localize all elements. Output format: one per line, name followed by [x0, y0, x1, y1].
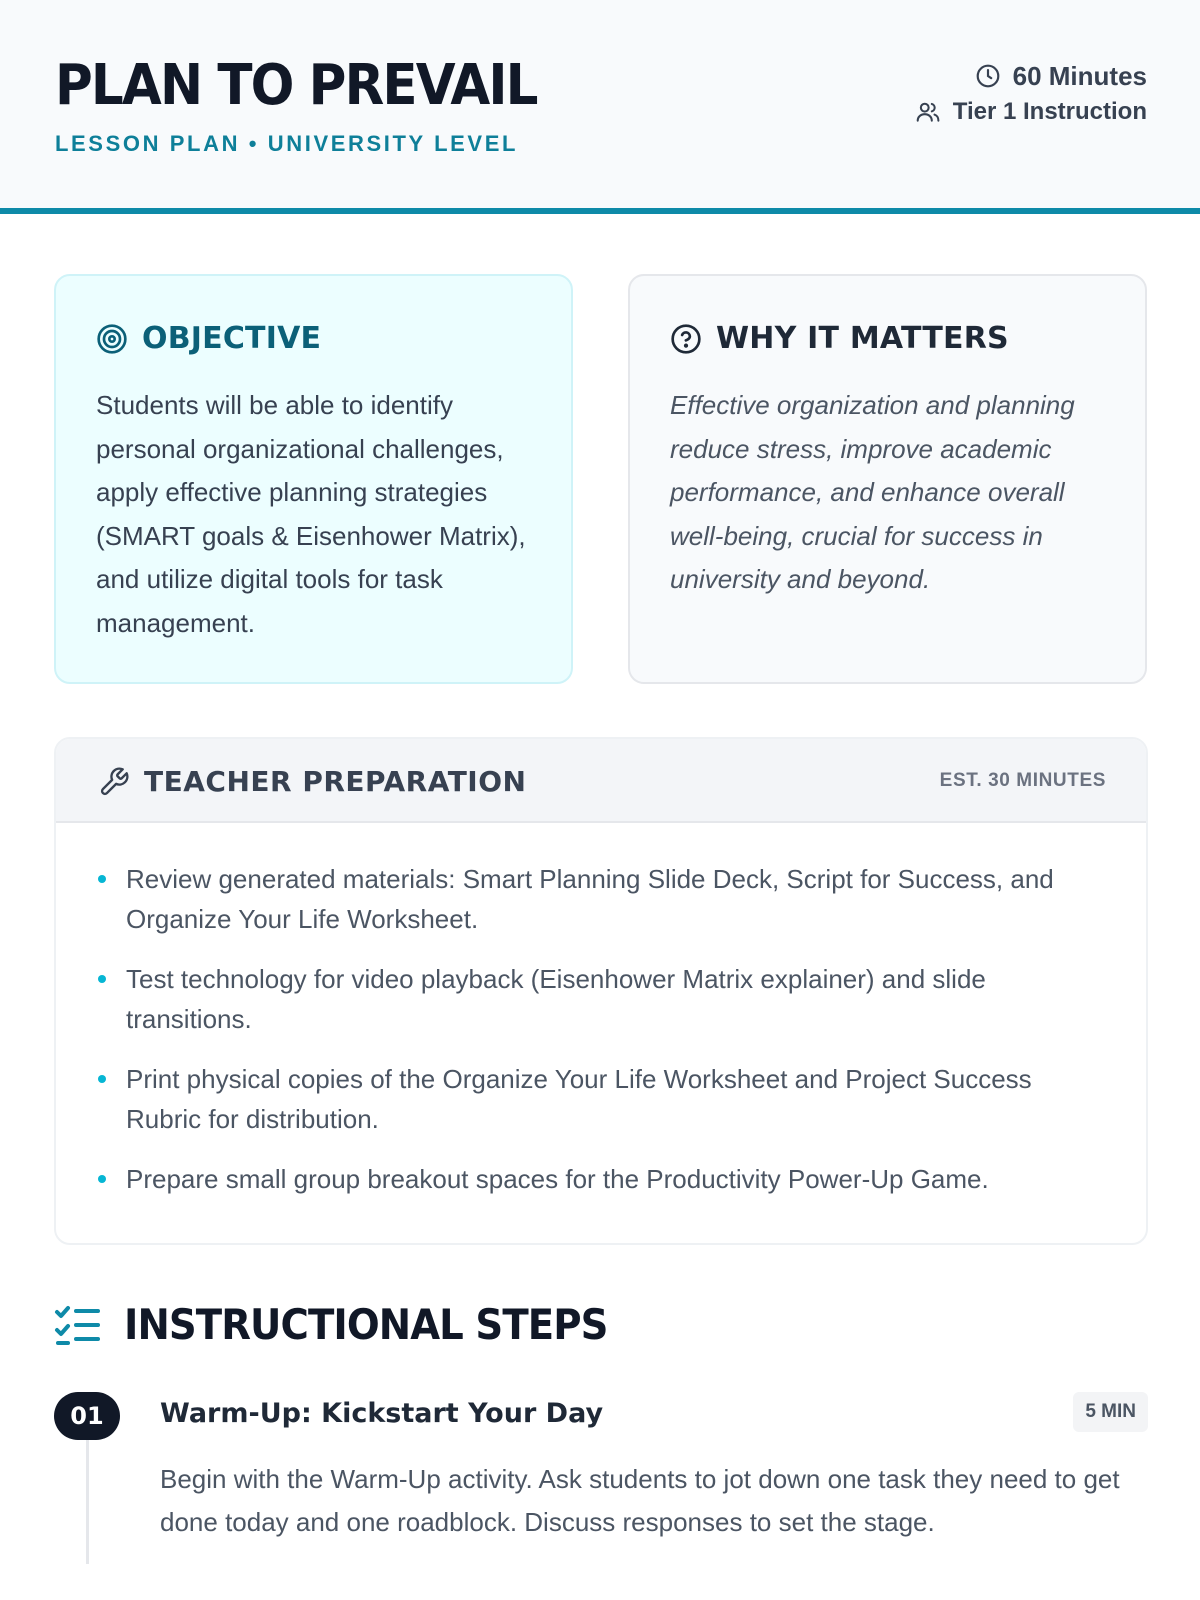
teacher-preparation-panel	[54, 737, 1148, 1245]
why-it-matters-card	[628, 274, 1147, 684]
objective-text: Students will be able to identify personal organizational challenges, apply effective planning strategies (SMART goals & Eisenhower Matrix), and utilize digital tools for task management.	[96, 390, 526, 638]
list-item: Test technology for video playback (Eisenhower Matrix explainer) and slide transitions.	[98, 959, 1108, 1039]
wrench-icon	[98, 766, 130, 798]
why-heading-text: WHY IT MATTERS	[716, 321, 1009, 356]
step-item	[54, 1392, 1148, 1592]
step-number: 01	[54, 1392, 120, 1440]
duration-text: 60 Minutes	[1012, 60, 1147, 91]
objective-card	[54, 274, 573, 684]
help-circle-icon	[670, 323, 702, 355]
page-subtitle: LESSON PLAN • UNIVERSITY LEVEL	[55, 131, 519, 156]
list-item: Prepare small group breakout spaces for the Productivity Power-Up Game.	[98, 1159, 1108, 1199]
list-item: Print physical copies of the Organize Your Life Worksheet and Project Success Rubric for distribution.	[98, 1059, 1108, 1139]
prep-heading-text: TEACHER PREPARATION	[144, 765, 527, 798]
clock-icon	[975, 63, 1001, 89]
duration-row	[915, 58, 1147, 94]
lesson-header	[0, 0, 1200, 214]
step-time-badge: 5 MIN	[1073, 1392, 1148, 1432]
list-checks-icon	[54, 1303, 102, 1347]
objective-heading-text: OBJECTIVE	[142, 321, 322, 356]
step-title: Warm-Up: Kickstart Your Day	[160, 1398, 604, 1429]
prep-header	[56, 739, 1146, 823]
steps-title: INSTRUCTIONAL STEPS	[124, 1300, 608, 1349]
step-timeline-line	[86, 1440, 89, 1564]
why-heading	[670, 321, 1009, 356]
objective-heading	[96, 321, 321, 356]
target-icon	[96, 323, 128, 355]
lesson-meta	[915, 58, 1147, 130]
tier-row	[915, 94, 1147, 130]
list-item: Review generated materials: Smart Planning Slide Deck, Script for Success, and Organize Your Life Worksheet.	[98, 859, 1108, 939]
tier-text: Tier 1 Instruction	[952, 98, 1147, 125]
step-description: Begin with the Warm-Up activity. Ask students to jot down one task they need to get done today and one roadblock. Discuss responses to set the stage.	[160, 1464, 1120, 1537]
instructional-steps-heading	[54, 1300, 650, 1349]
page-title: PLAN TO PREVAIL	[55, 53, 537, 118]
users-icon	[915, 99, 941, 125]
prep-list	[98, 859, 1108, 1219]
prep-estimate: EST. 30 MINUTES	[939, 770, 1106, 791]
prep-heading	[98, 765, 526, 798]
why-text: Effective organization and planning reduce stress, improve academic performance, and enhance overall well-being, crucial for success in university and beyond.	[670, 390, 1075, 594]
